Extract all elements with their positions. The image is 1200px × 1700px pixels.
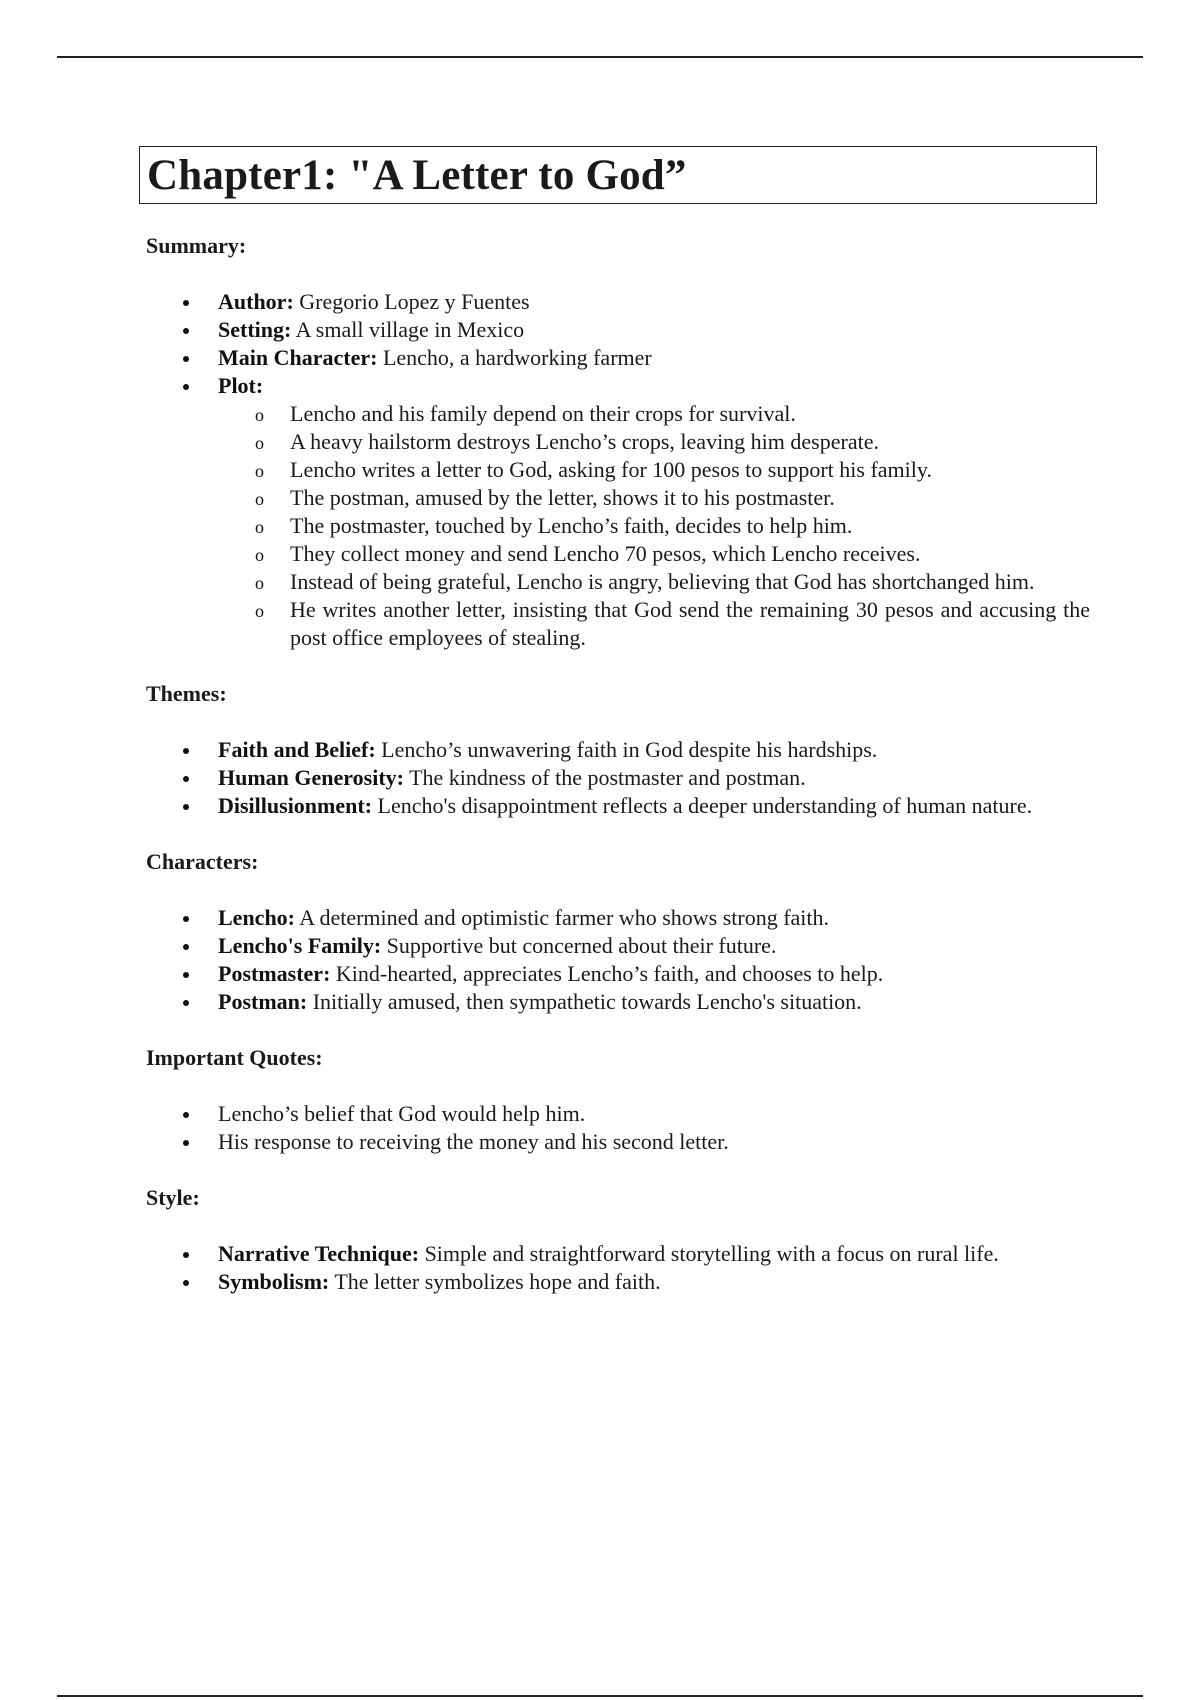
circle-bullet-icon: o: [255, 433, 264, 453]
style-heading: Style:: [146, 1185, 200, 1210]
item-text: Kind-hearted, appreciates Lencho’s faith, and chooses to help.: [330, 961, 884, 986]
item-text: Lencho, a hardworking farmer: [377, 345, 652, 370]
plot-item: [218, 400, 1090, 428]
list-item: [146, 988, 1090, 1016]
bullet-icon: [183, 748, 189, 754]
circle-bullet-icon: o: [255, 461, 264, 481]
bottom-rule: [57, 1695, 1143, 1697]
bullet-icon: [183, 384, 189, 390]
document-body: [146, 146, 1090, 1296]
list-item: [146, 1100, 1090, 1128]
item-text: Initially amused, then sympathetic towards Lencho's situation.: [307, 989, 862, 1014]
item-label: Narrative Technique:: [218, 1241, 420, 1266]
themes-list: [146, 736, 1090, 820]
plot-text: He writes another letter, insisting that God send the remaining 30 pesos and accusing the post office employees of stealing.: [290, 597, 1090, 650]
summary-list: [146, 288, 1090, 652]
quotes-heading: Important Quotes:: [146, 1045, 323, 1070]
themes-heading: Themes:: [146, 681, 227, 706]
bullet-icon: [183, 776, 189, 782]
item-label: Human Generosity:: [218, 765, 404, 790]
characters-list: [146, 904, 1090, 1016]
item-label: Faith and Belief:: [218, 737, 376, 762]
plot-text: Instead of being grateful, Lencho is angry, believing that God has shortchanged him.: [290, 569, 1035, 594]
plot-text: They collect money and send Lencho 70 pesos, which Lencho receives.: [290, 541, 921, 566]
bullet-icon: [183, 1252, 189, 1258]
list-item: [146, 1268, 1090, 1296]
summary-heading: Summary:: [146, 233, 247, 258]
style-list: [146, 1240, 1090, 1296]
item-label: Lencho:: [218, 905, 295, 930]
circle-bullet-icon: o: [255, 517, 264, 537]
plot-text: The postman, amused by the letter, shows it to his postmaster.: [290, 485, 835, 510]
item-text: Lencho’s belief that God would help him.: [218, 1101, 586, 1126]
plot-item: [218, 456, 1090, 484]
plot-list: [218, 400, 1090, 652]
item-text: A determined and optimistic farmer who shows strong faith.: [295, 905, 830, 930]
item-text: Lencho's disappointment reflects a deeper understanding of human nature.: [372, 793, 1033, 818]
plot-item: [218, 484, 1090, 512]
list-item: [146, 792, 1090, 820]
bullet-icon: [183, 972, 189, 978]
item-label: Symbolism:: [218, 1269, 330, 1294]
circle-bullet-icon: o: [255, 405, 264, 425]
page-title: Chapter1: "A Letter to God”: [147, 152, 687, 199]
plot-text: The postmaster, touched by Lencho’s faith, decides to help him.: [290, 513, 853, 538]
title-box: [139, 146, 1097, 204]
plot-text: A heavy hailstorm destroys Lencho’s crops, leaving him desperate.: [290, 429, 879, 454]
bullet-icon: [183, 328, 189, 334]
list-item: [146, 932, 1090, 960]
top-rule: [57, 56, 1143, 58]
list-item: [146, 764, 1090, 792]
item-label: Plot:: [218, 373, 264, 398]
bullet-icon: [183, 1140, 189, 1146]
characters-heading: Characters:: [146, 849, 259, 874]
circle-bullet-icon: o: [255, 601, 264, 621]
list-item: [146, 316, 1090, 344]
list-item: [146, 1240, 1090, 1268]
list-item: [146, 904, 1090, 932]
item-text: A small village in Mexico: [291, 317, 525, 342]
item-label: Setting:: [218, 317, 292, 342]
item-label: Main Character:: [218, 345, 378, 370]
plot-item: [218, 540, 1090, 568]
plot-text: Lencho writes a letter to God, asking for 100 pesos to support his family.: [290, 457, 932, 482]
item-text: Lencho’s unwavering faith in God despite his hardships.: [375, 737, 878, 762]
list-item: [146, 288, 1090, 316]
item-label: Lencho's Family:: [218, 933, 382, 958]
item-text: Simple and straightforward storytelling with a focus on rural life.: [419, 1241, 999, 1266]
bullet-icon: [183, 356, 189, 362]
list-item: [146, 736, 1090, 764]
item-text: The kindness of the postmaster and postman.: [403, 765, 806, 790]
item-label: Postmaster:: [218, 961, 331, 986]
plot-item: [218, 428, 1090, 456]
item-text: The letter symbolizes hope and faith.: [329, 1269, 661, 1294]
bullet-icon: [183, 944, 189, 950]
plot-item: [218, 596, 1090, 652]
list-item: [146, 344, 1090, 372]
plot-item: [218, 568, 1090, 596]
list-item: [146, 960, 1090, 988]
list-item: [146, 1128, 1090, 1156]
item-label: Disillusionment:: [218, 793, 373, 818]
plot-text: Lencho and his family depend on their crops for survival.: [290, 401, 796, 426]
quotes-list: [146, 1100, 1090, 1156]
bullet-icon: [183, 916, 189, 922]
circle-bullet-icon: o: [255, 489, 264, 509]
list-item: [146, 372, 1090, 652]
item-text: His response to receiving the money and his second letter.: [218, 1129, 729, 1154]
item-text: Gregorio Lopez y Fuentes: [293, 289, 530, 314]
bullet-icon: [183, 1000, 189, 1006]
circle-bullet-icon: o: [255, 573, 264, 593]
item-text: Supportive but concerned about their future.: [381, 933, 777, 958]
bullet-icon: [183, 1280, 189, 1286]
bullet-icon: [183, 300, 189, 306]
plot-item: [218, 512, 1090, 540]
bullet-icon: [183, 1112, 189, 1118]
item-label: Postman:: [218, 989, 308, 1014]
item-label: Author:: [218, 289, 294, 314]
bullet-icon: [183, 804, 189, 810]
circle-bullet-icon: o: [255, 545, 264, 565]
